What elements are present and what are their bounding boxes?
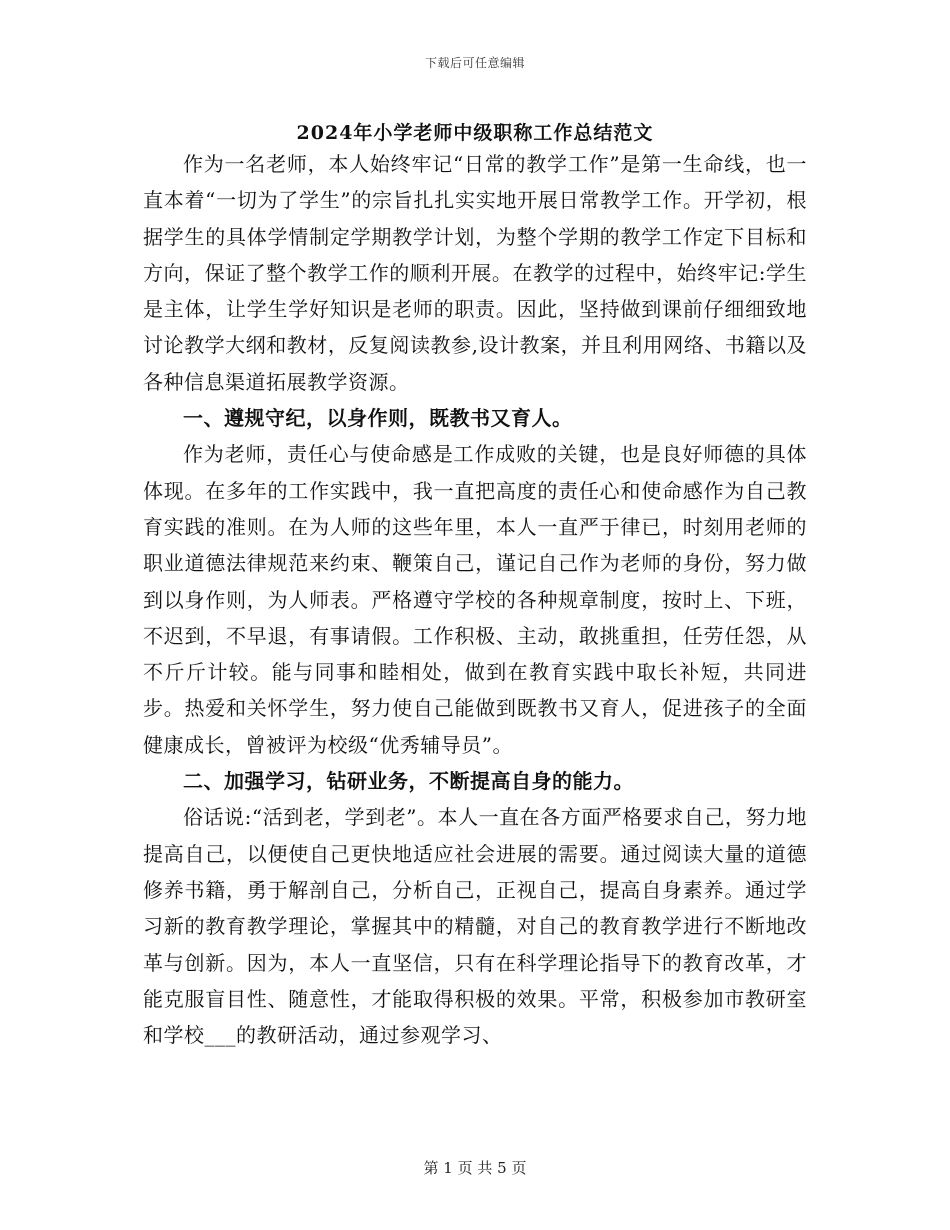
section-heading-2: 二、加强学习，钻研业务，不断提高自身的能力。 bbox=[183, 769, 634, 794]
paragraph-intro: 作为一名老师，本人始终牢记“日常的教学工作”是第一生命线，也一直本着“一切为了学生”的宗旨扎扎实实地开展日常教学工作。开学初，根据学生的具体学情制定学期教学计划，为整个学期的教学工作定下目标和方向，保证了整个教学工作的顺利开展。在教学的过程中，始终牢记:学生是主体，让学生学好知识是老师的职责。因此，坚持做到课前仔细细致地讨论教学大纲和教材，反复阅读教参,设计教案，并且利用网络、书籍以及各种信息渠道拓展教学资源。 bbox=[143, 152, 807, 394]
document-title: 2024年小学老师中级职称工作总结范文 bbox=[296, 122, 654, 144]
paragraph-section-2: 俗话说:“活到老，学到老”。本人一直在各方面严格要求自己，努力地提高自己，以便使自己更快地适应社会进展的需要。通过阅读大量的道德修养书籍，勇于解剖自己，分析自己，正视自己，提高自身素养。通过学习新的教育教学理论，掌握其中的精髓，对自己的教育教学进行不断地改革与创新。因为，本人一直坚信，只有在科学理论指导下的教育改革，才能克服盲目性、随意性，才能取得积极的效果。平常，积极参加市教研室和学校___的教研活动，通过参观学习、 bbox=[143, 805, 807, 1048]
paragraph-section-1: 作为老师，责任心与使命感是工作成败的关键，也是良好师德的具体体现。在多年的工作实践中，我一直把高度的责任心和使命感作为自己教育实践的准则。在为人师的这些年里，本人一直严于律已，时刻用老师的职业道德法律规范来约束、鞭策自己，谨记自己作为老师的身份，努力做到以身作则，为人师表。严格遵守学校的各种规章制度，按时上、下班，不迟到，不早退，有事请假。工作积极、主动，敢挑重担，任劳任怨，从不斤斤计较。能与同事和睦相处，做到在教育实践中取长补短，共同进步。热爱和关怀学生，努力使自己能做到既教书又育人，促进孩子的全面健康成长，曾被评为校级“优秀辅导员”。 bbox=[143, 442, 807, 757]
page-number: 第 1 页 共 5 页 bbox=[423, 1159, 527, 1177]
header-note: 下载后可任意编辑 bbox=[424, 56, 525, 70]
document-body bbox=[143, 146, 807, 1053]
section-heading-1: 一、遵规守纪，以身作则，既教书又育人。 bbox=[183, 406, 573, 431]
